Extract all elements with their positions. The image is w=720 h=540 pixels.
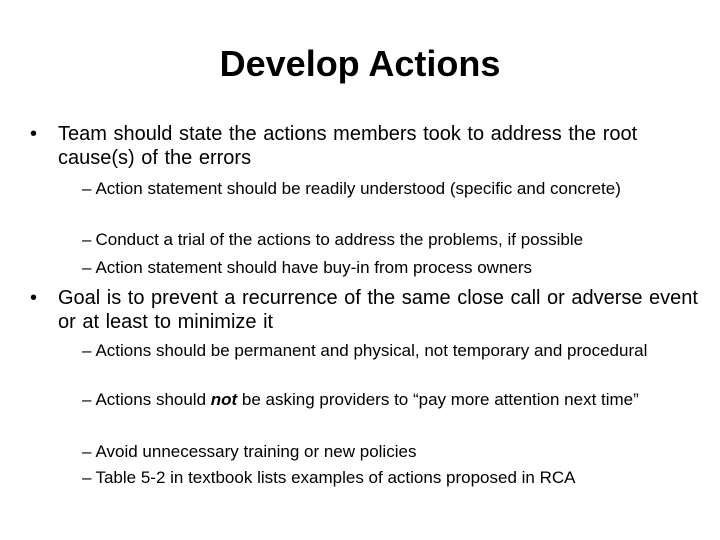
sub-bullet-1-1 (82, 178, 699, 199)
dash: – (82, 258, 92, 277)
bullet-dot: • (30, 287, 38, 309)
bullet-1 (30, 122, 698, 170)
sub-bullet-1-2 (82, 229, 699, 250)
bullet-2 (30, 286, 698, 334)
sub-bullet-1-3 (82, 257, 699, 278)
bullet-2-text: Goal is to prevent a recurrence of the same close call or adverse event or at least to minimize it (58, 287, 698, 333)
dash: – (82, 390, 92, 409)
dash: – (82, 442, 92, 461)
sub-bullet-text-after: be asking providers to “pay more attention next time” (237, 390, 639, 409)
sub-bullet-2-2 (82, 389, 699, 410)
dash: – (82, 179, 92, 198)
bullet-1-text: Team should state the actions members took to address the root cause(s) of the errors (58, 123, 638, 169)
sub-bullet-text: Action statement should have buy-in from process owners (95, 258, 533, 277)
emphasis-not: not (210, 390, 238, 409)
dash: – (82, 230, 92, 249)
sub-bullet-2-1 (82, 340, 699, 361)
dash: – (82, 341, 92, 360)
slide-title: Develop Actions (219, 43, 501, 84)
bullet-dot: • (30, 123, 38, 145)
sub-bullet-2-4 (82, 467, 699, 488)
sub-bullet-text: Conduct a trial of the actions to address the problems, if possible (95, 230, 584, 249)
sub-bullet-2-3 (82, 441, 699, 462)
sub-bullet-text-before: Actions should (95, 390, 211, 409)
sub-bullet-text: Actions should be permanent and physical, not temporary and procedural (95, 341, 648, 360)
sub-bullet-text: Table 5-2 in textbook lists examples of actions proposed in RCA (95, 468, 576, 487)
sub-bullet-text: Action statement should be readily understood (specific and concrete) (95, 179, 621, 198)
dash: – (82, 468, 92, 487)
sub-bullet-text: Avoid unnecessary training or new policies (95, 442, 417, 461)
